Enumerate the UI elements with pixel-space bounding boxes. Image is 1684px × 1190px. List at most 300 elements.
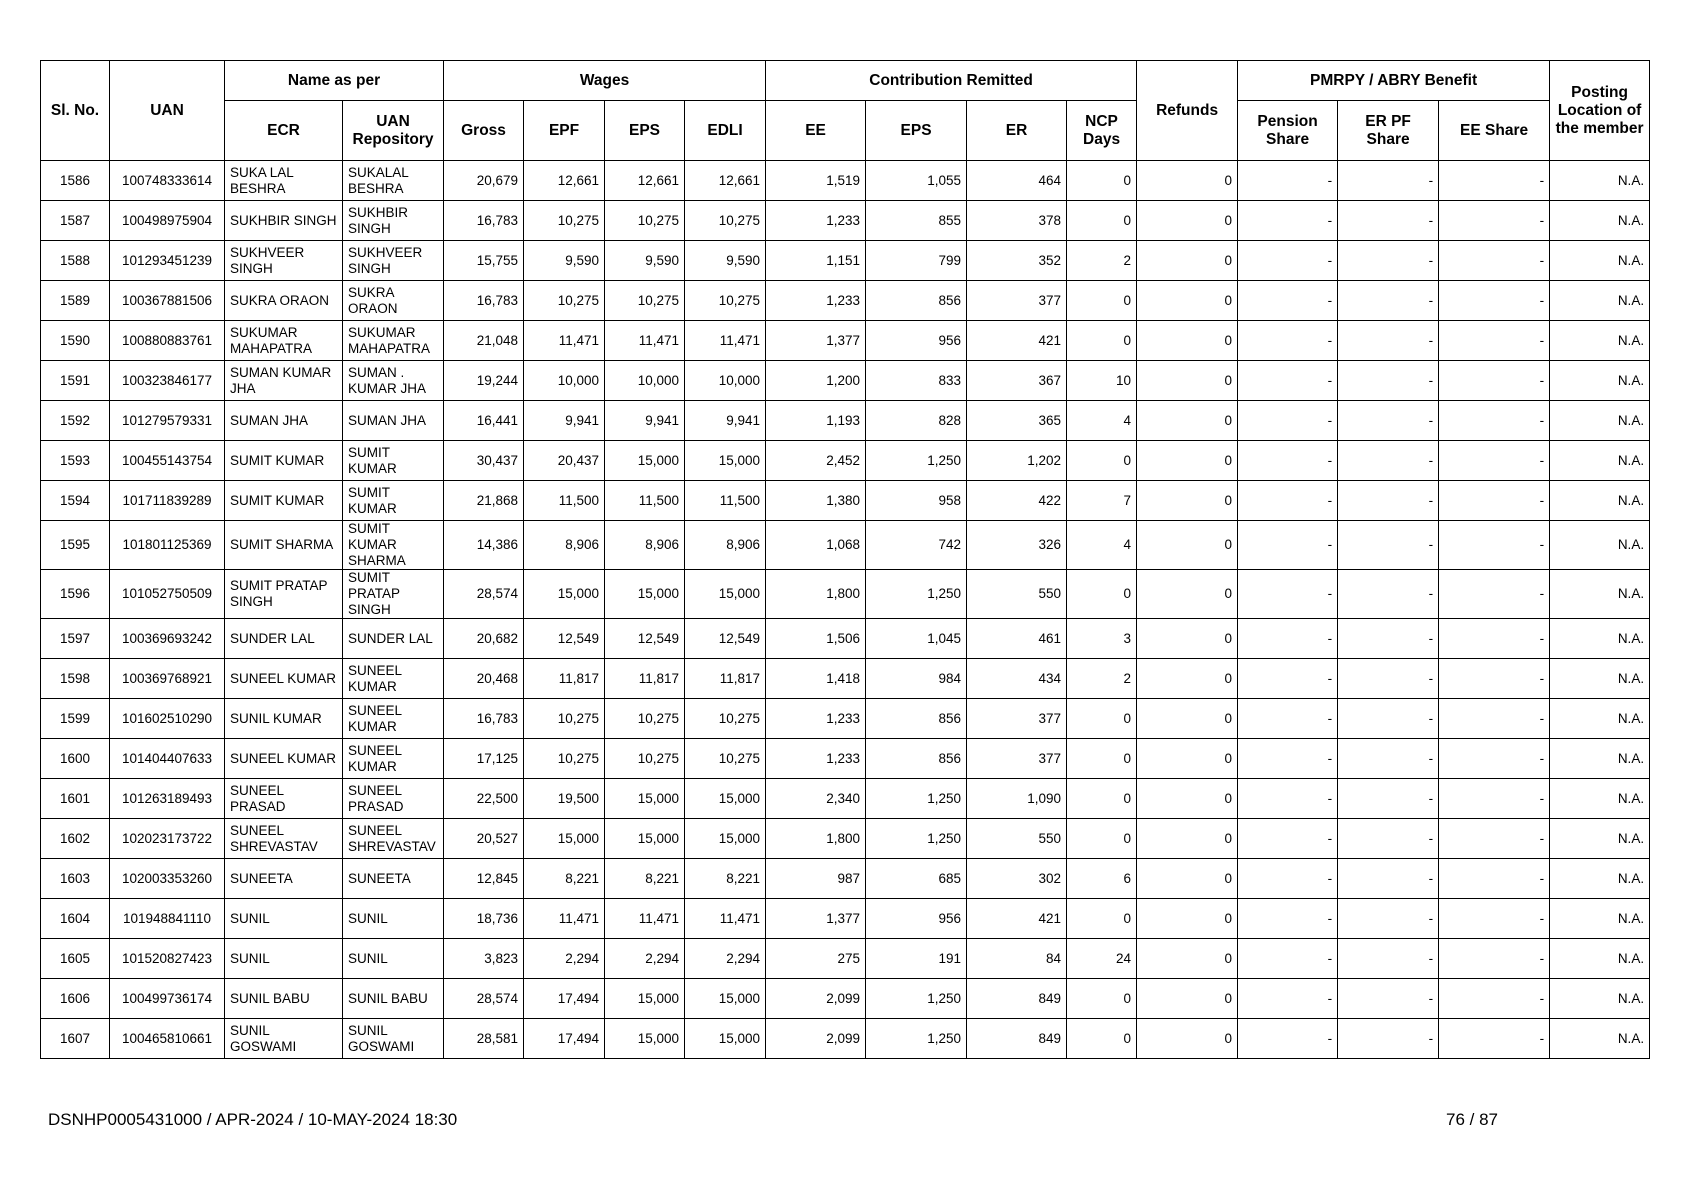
eps-wages-cell: 2,294 xyxy=(605,939,685,979)
posting-location-cell: N.A. xyxy=(1550,570,1650,619)
sl-no-cell: 1600 xyxy=(41,739,110,779)
ecr-name-cell: SUNEEL KUMAR xyxy=(225,659,343,699)
eps-wages-cell: 10,275 xyxy=(605,699,685,739)
ncp-days-cell: 0 xyxy=(1067,570,1137,619)
header-contribution-remitted: Contribution Remitted xyxy=(766,61,1137,101)
table-row xyxy=(41,161,1650,201)
sl-no-cell: 1590 xyxy=(41,321,110,361)
gross-wages-cell: 20,468 xyxy=(444,659,524,699)
edli-wages-cell: 15,000 xyxy=(685,779,766,819)
ee-contribution-cell: 1,200 xyxy=(766,361,866,401)
edli-wages-cell: 12,549 xyxy=(685,619,766,659)
uan-repository-name-cell: SUMAN . KUMAR JHA xyxy=(343,361,444,401)
er-pf-share-cell: - xyxy=(1338,659,1439,699)
uan-cell: 100499736174 xyxy=(110,979,225,1019)
ee-share-cell: - xyxy=(1439,779,1550,819)
ee-share-cell: - xyxy=(1439,939,1550,979)
pension-share-cell: - xyxy=(1238,1019,1338,1059)
eps-contribution-cell: 742 xyxy=(866,521,967,570)
epf-wages-cell: 2,294 xyxy=(524,939,605,979)
eps-wages-cell: 11,471 xyxy=(605,321,685,361)
epf-wages-cell: 15,000 xyxy=(524,819,605,859)
posting-location-cell: N.A. xyxy=(1550,659,1650,699)
ee-contribution-cell: 2,340 xyxy=(766,779,866,819)
document-reference: DSNHP0005431000 / APR-2024 / 10-MAY-2024 18:30 xyxy=(48,1110,458,1129)
er-contribution-cell: 434 xyxy=(967,659,1067,699)
uan-cell: 101404407633 xyxy=(110,739,225,779)
sl-no-cell: 1604 xyxy=(41,899,110,939)
eps-wages-cell: 15,000 xyxy=(605,441,685,481)
eps-contribution-cell: 856 xyxy=(866,281,967,321)
gross-wages-cell: 22,500 xyxy=(444,779,524,819)
refunds-cell: 0 xyxy=(1137,819,1238,859)
uan-repository-name-cell: SUNDER LAL xyxy=(343,619,444,659)
er-contribution-cell: 849 xyxy=(967,1019,1067,1059)
table-row xyxy=(41,819,1650,859)
eps-wages-cell: 12,661 xyxy=(605,161,685,201)
edli-wages-cell: 15,000 xyxy=(685,1019,766,1059)
uan-repository-name-cell: SUMIT PRATAP SINGH xyxy=(343,570,444,619)
pension-share-cell: - xyxy=(1238,619,1338,659)
edli-wages-cell: 8,221 xyxy=(685,859,766,899)
eps-contribution-cell: 956 xyxy=(866,321,967,361)
uan-cell: 101948841110 xyxy=(110,899,225,939)
epf-wages-cell: 11,500 xyxy=(524,481,605,521)
pension-share-cell: - xyxy=(1238,281,1338,321)
eps-wages-cell: 11,471 xyxy=(605,899,685,939)
ncp-days-cell: 0 xyxy=(1067,899,1137,939)
er-pf-share-cell: - xyxy=(1338,939,1439,979)
eps-contribution-cell: 958 xyxy=(866,481,967,521)
uan-repository-name-cell: SUNIL xyxy=(343,899,444,939)
sl-no-cell: 1606 xyxy=(41,979,110,1019)
epf-wages-cell: 17,494 xyxy=(524,979,605,1019)
pension-share-cell: - xyxy=(1238,899,1338,939)
posting-location-cell: N.A. xyxy=(1550,161,1650,201)
uan-repository-name-cell: SUMAN JHA xyxy=(343,401,444,441)
edli-wages-cell: 10,275 xyxy=(685,201,766,241)
gross-wages-cell: 20,682 xyxy=(444,619,524,659)
eps-wages-cell: 11,500 xyxy=(605,481,685,521)
table-row xyxy=(41,979,1650,1019)
gross-wages-cell: 21,048 xyxy=(444,321,524,361)
gross-wages-cell: 16,441 xyxy=(444,401,524,441)
refunds-cell: 0 xyxy=(1137,321,1238,361)
table-row xyxy=(41,619,1650,659)
refunds-cell: 0 xyxy=(1137,281,1238,321)
pension-share-cell: - xyxy=(1238,819,1338,859)
posting-location-cell: N.A. xyxy=(1550,619,1650,659)
posting-location-cell: N.A. xyxy=(1550,899,1650,939)
epf-wages-cell: 10,275 xyxy=(524,739,605,779)
edli-wages-cell: 10,275 xyxy=(685,739,766,779)
ecr-name-cell: SUKRA ORAON xyxy=(225,281,343,321)
er-pf-share-cell: - xyxy=(1338,321,1439,361)
ecr-name-cell: SUMIT KUMAR xyxy=(225,441,343,481)
epf-wages-cell: 9,941 xyxy=(524,401,605,441)
ee-contribution-cell: 1,068 xyxy=(766,521,866,570)
eps-wages-cell: 9,590 xyxy=(605,241,685,281)
table-row xyxy=(41,659,1650,699)
ee-share-cell: - xyxy=(1439,241,1550,281)
table-row xyxy=(41,241,1650,281)
ecr-name-cell: SUNEEL KUMAR xyxy=(225,739,343,779)
ee-contribution-cell: 1,380 xyxy=(766,481,866,521)
eps-wages-cell: 10,275 xyxy=(605,739,685,779)
epf-wages-cell: 20,437 xyxy=(524,441,605,481)
gross-wages-cell: 20,527 xyxy=(444,819,524,859)
uan-cell: 101279579331 xyxy=(110,401,225,441)
eps-contribution-cell: 1,045 xyxy=(866,619,967,659)
er-contribution-cell: 84 xyxy=(967,939,1067,979)
eps-wages-cell: 9,941 xyxy=(605,401,685,441)
pension-share-cell: - xyxy=(1238,521,1338,570)
refunds-cell: 0 xyxy=(1137,481,1238,521)
posting-location-cell: N.A. xyxy=(1550,201,1650,241)
er-pf-share-cell: - xyxy=(1338,699,1439,739)
table-body xyxy=(41,161,1650,1059)
gross-wages-cell: 14,386 xyxy=(444,521,524,570)
uan-cell: 100880883761 xyxy=(110,321,225,361)
sl-no-cell: 1594 xyxy=(41,481,110,521)
ee-share-cell: - xyxy=(1439,321,1550,361)
ee-share-cell: - xyxy=(1439,659,1550,699)
ee-contribution-cell: 1,233 xyxy=(766,699,866,739)
ncp-days-cell: 2 xyxy=(1067,659,1137,699)
er-contribution-cell: 421 xyxy=(967,899,1067,939)
refunds-cell: 0 xyxy=(1137,699,1238,739)
pension-share-cell: - xyxy=(1238,321,1338,361)
pension-share-cell: - xyxy=(1238,859,1338,899)
epf-wages-cell: 11,471 xyxy=(524,321,605,361)
uan-repository-name-cell: SUNIL xyxy=(343,939,444,979)
header-er-pf-share: ER PF Share xyxy=(1338,101,1439,161)
er-pf-share-cell: - xyxy=(1338,441,1439,481)
edli-wages-cell: 11,817 xyxy=(685,659,766,699)
pension-share-cell: - xyxy=(1238,979,1338,1019)
sl-no-cell: 1593 xyxy=(41,441,110,481)
eps-contribution-cell: 1,250 xyxy=(866,570,967,619)
table-row xyxy=(41,779,1650,819)
uan-cell: 100748333614 xyxy=(110,161,225,201)
eps-wages-cell: 15,000 xyxy=(605,819,685,859)
posting-location-cell: N.A. xyxy=(1550,361,1650,401)
gross-wages-cell: 30,437 xyxy=(444,441,524,481)
header-sl-no: Sl. No. xyxy=(41,61,110,161)
ee-share-cell: - xyxy=(1439,401,1550,441)
epf-wages-cell: 10,275 xyxy=(524,699,605,739)
ncp-days-cell: 0 xyxy=(1067,979,1137,1019)
er-pf-share-cell: - xyxy=(1338,401,1439,441)
uan-repository-name-cell: SUMIT KUMAR xyxy=(343,441,444,481)
sl-no-cell: 1598 xyxy=(41,659,110,699)
er-contribution-cell: 365 xyxy=(967,401,1067,441)
table-header xyxy=(41,61,1650,161)
ecr-name-cell: SUNEEL SHREVASTAV xyxy=(225,819,343,859)
pension-share-cell: - xyxy=(1238,939,1338,979)
header-gross: Gross xyxy=(444,101,524,161)
header-name-as-per: Name as per xyxy=(225,61,444,101)
header-pension-share: Pension Share xyxy=(1238,101,1338,161)
eps-contribution-cell: 984 xyxy=(866,659,967,699)
refunds-cell: 0 xyxy=(1137,979,1238,1019)
sl-no-cell: 1602 xyxy=(41,819,110,859)
edli-wages-cell: 10,275 xyxy=(685,281,766,321)
gross-wages-cell: 28,574 xyxy=(444,570,524,619)
refunds-cell: 0 xyxy=(1137,1019,1238,1059)
epf-wages-cell: 10,275 xyxy=(524,281,605,321)
header-eps: EPS xyxy=(605,101,685,161)
er-contribution-cell: 550 xyxy=(967,819,1067,859)
ecr-name-cell: SUNEEL PRASAD xyxy=(225,779,343,819)
epf-wages-cell: 8,906 xyxy=(524,521,605,570)
ncp-days-cell: 24 xyxy=(1067,939,1137,979)
header-refunds: Refunds xyxy=(1137,61,1238,161)
edli-wages-cell: 11,471 xyxy=(685,899,766,939)
refunds-cell: 0 xyxy=(1137,361,1238,401)
pension-share-cell: - xyxy=(1238,201,1338,241)
ee-contribution-cell: 1,506 xyxy=(766,619,866,659)
ecr-name-cell: SUNDER LAL xyxy=(225,619,343,659)
ee-share-cell: - xyxy=(1439,979,1550,1019)
ee-contribution-cell: 1,233 xyxy=(766,739,866,779)
edli-wages-cell: 9,590 xyxy=(685,241,766,281)
posting-location-cell: N.A. xyxy=(1550,739,1650,779)
header-ee-share: EE Share xyxy=(1439,101,1550,161)
ee-contribution-cell: 275 xyxy=(766,939,866,979)
ncp-days-cell: 0 xyxy=(1067,1019,1137,1059)
header-uan-repository: UAN Repository xyxy=(343,101,444,161)
er-pf-share-cell: - xyxy=(1338,619,1439,659)
er-pf-share-cell: - xyxy=(1338,739,1439,779)
sl-no-cell: 1605 xyxy=(41,939,110,979)
er-contribution-cell: 1,090 xyxy=(967,779,1067,819)
epf-wages-cell: 11,817 xyxy=(524,659,605,699)
edli-wages-cell: 15,000 xyxy=(685,819,766,859)
eps-contribution-cell: 856 xyxy=(866,739,967,779)
table-row xyxy=(41,521,1650,570)
epf-wages-cell: 17,494 xyxy=(524,1019,605,1059)
er-contribution-cell: 302 xyxy=(967,859,1067,899)
refunds-cell: 0 xyxy=(1137,570,1238,619)
er-pf-share-cell: - xyxy=(1338,521,1439,570)
posting-location-cell: N.A. xyxy=(1550,819,1650,859)
ncp-days-cell: 0 xyxy=(1067,739,1137,779)
sl-no-cell: 1589 xyxy=(41,281,110,321)
edli-wages-cell: 15,000 xyxy=(685,979,766,1019)
er-pf-share-cell: - xyxy=(1338,1019,1439,1059)
posting-location-cell: N.A. xyxy=(1550,241,1650,281)
gross-wages-cell: 16,783 xyxy=(444,201,524,241)
ee-contribution-cell: 1,233 xyxy=(766,281,866,321)
eps-contribution-cell: 1,250 xyxy=(866,1019,967,1059)
epf-wages-cell: 11,471 xyxy=(524,899,605,939)
epf-wages-cell: 12,661 xyxy=(524,161,605,201)
gross-wages-cell: 19,244 xyxy=(444,361,524,401)
uan-repository-name-cell: SUKHBIR SINGH xyxy=(343,201,444,241)
eps-wages-cell: 15,000 xyxy=(605,570,685,619)
edli-wages-cell: 15,000 xyxy=(685,441,766,481)
er-contribution-cell: 550 xyxy=(967,570,1067,619)
table-row xyxy=(41,201,1650,241)
gross-wages-cell: 17,125 xyxy=(444,739,524,779)
edli-wages-cell: 11,500 xyxy=(685,481,766,521)
uan-repository-name-cell: SUNEEL KUMAR xyxy=(343,739,444,779)
sl-no-cell: 1599 xyxy=(41,699,110,739)
ecr-name-cell: SUKHBIR SINGH xyxy=(225,201,343,241)
eps-wages-cell: 8,906 xyxy=(605,521,685,570)
header-er: ER xyxy=(967,101,1067,161)
posting-location-cell: N.A. xyxy=(1550,481,1650,521)
table-row xyxy=(41,401,1650,441)
uan-cell: 101801125369 xyxy=(110,521,225,570)
er-pf-share-cell: - xyxy=(1338,281,1439,321)
uan-repository-name-cell: SUKHVEER SINGH xyxy=(343,241,444,281)
er-pf-share-cell: - xyxy=(1338,241,1439,281)
pension-share-cell: - xyxy=(1238,659,1338,699)
er-contribution-cell: 849 xyxy=(967,979,1067,1019)
epf-wages-cell: 15,000 xyxy=(524,570,605,619)
er-contribution-cell: 464 xyxy=(967,161,1067,201)
refunds-cell: 0 xyxy=(1137,859,1238,899)
ecr-name-cell: SUKUMAR MAHAPATRA xyxy=(225,321,343,361)
pension-share-cell: - xyxy=(1238,779,1338,819)
table-row xyxy=(41,321,1650,361)
eps-contribution-cell: 1,250 xyxy=(866,979,967,1019)
posting-location-cell: N.A. xyxy=(1550,321,1650,361)
gross-wages-cell: 15,755 xyxy=(444,241,524,281)
contribution-table xyxy=(40,60,1650,1059)
ncp-days-cell: 2 xyxy=(1067,241,1137,281)
table-row xyxy=(41,481,1650,521)
header-ecr: ECR xyxy=(225,101,343,161)
ecr-name-cell: SUKA LAL BESHRA xyxy=(225,161,343,201)
er-contribution-cell: 378 xyxy=(967,201,1067,241)
er-contribution-cell: 421 xyxy=(967,321,1067,361)
ee-contribution-cell: 2,099 xyxy=(766,1019,866,1059)
header-contribution-eps: EPS xyxy=(866,101,967,161)
posting-location-cell: N.A. xyxy=(1550,521,1650,570)
gross-wages-cell: 20,679 xyxy=(444,161,524,201)
uan-repository-name-cell: SUMIT KUMAR xyxy=(343,481,444,521)
er-pf-share-cell: - xyxy=(1338,161,1439,201)
pension-share-cell: - xyxy=(1238,241,1338,281)
er-contribution-cell: 377 xyxy=(967,699,1067,739)
uan-cell: 101293451239 xyxy=(110,241,225,281)
uan-cell: 100323846177 xyxy=(110,361,225,401)
posting-location-cell: N.A. xyxy=(1550,281,1650,321)
gross-wages-cell: 16,783 xyxy=(444,699,524,739)
ncp-days-cell: 0 xyxy=(1067,201,1137,241)
uan-repository-name-cell: SUNEETA xyxy=(343,859,444,899)
ncp-days-cell: 0 xyxy=(1067,699,1137,739)
uan-cell: 100369768921 xyxy=(110,659,225,699)
ee-share-cell: - xyxy=(1439,1019,1550,1059)
posting-location-cell: N.A. xyxy=(1550,939,1650,979)
refunds-cell: 0 xyxy=(1137,659,1238,699)
pension-share-cell: - xyxy=(1238,699,1338,739)
table-row xyxy=(41,570,1650,619)
ecr-name-cell: SUMIT SHARMA xyxy=(225,521,343,570)
eps-wages-cell: 15,000 xyxy=(605,979,685,1019)
ee-share-cell: - xyxy=(1439,281,1550,321)
eps-wages-cell: 15,000 xyxy=(605,779,685,819)
sl-no-cell: 1588 xyxy=(41,241,110,281)
sl-no-cell: 1591 xyxy=(41,361,110,401)
header-pmrpy-abry: PMRPY / ABRY Benefit xyxy=(1238,61,1550,101)
er-pf-share-cell: - xyxy=(1338,481,1439,521)
pension-share-cell: - xyxy=(1238,361,1338,401)
edli-wages-cell: 12,661 xyxy=(685,161,766,201)
uan-repository-name-cell: SUMIT KUMAR SHARMA xyxy=(343,521,444,570)
posting-location-cell: N.A. xyxy=(1550,779,1650,819)
er-contribution-cell: 326 xyxy=(967,521,1067,570)
er-contribution-cell: 377 xyxy=(967,739,1067,779)
epf-wages-cell: 10,000 xyxy=(524,361,605,401)
ee-share-cell: - xyxy=(1439,739,1550,779)
uan-cell: 101602510290 xyxy=(110,699,225,739)
uan-cell: 102023173722 xyxy=(110,819,225,859)
posting-location-cell: N.A. xyxy=(1550,859,1650,899)
gross-wages-cell: 28,581 xyxy=(444,1019,524,1059)
uan-repository-name-cell: SUNEEL KUMAR xyxy=(343,659,444,699)
eps-contribution-cell: 1,055 xyxy=(866,161,967,201)
ncp-days-cell: 0 xyxy=(1067,819,1137,859)
edli-wages-cell: 2,294 xyxy=(685,939,766,979)
table-row xyxy=(41,739,1650,779)
posting-location-cell: N.A. xyxy=(1550,979,1650,1019)
ee-contribution-cell: 1,418 xyxy=(766,659,866,699)
ncp-days-cell: 6 xyxy=(1067,859,1137,899)
pension-share-cell: - xyxy=(1238,441,1338,481)
uan-cell: 101520827423 xyxy=(110,939,225,979)
refunds-cell: 0 xyxy=(1137,939,1238,979)
ee-share-cell: - xyxy=(1439,441,1550,481)
edli-wages-cell: 9,941 xyxy=(685,401,766,441)
ecr-name-cell: SUKHVEER SINGH xyxy=(225,241,343,281)
ee-contribution-cell: 1,800 xyxy=(766,819,866,859)
er-contribution-cell: 367 xyxy=(967,361,1067,401)
sl-no-cell: 1587 xyxy=(41,201,110,241)
ecr-name-cell: SUNIL KUMAR xyxy=(225,699,343,739)
er-pf-share-cell: - xyxy=(1338,979,1439,1019)
ee-contribution-cell: 1,519 xyxy=(766,161,866,201)
ee-contribution-cell: 1,800 xyxy=(766,570,866,619)
refunds-cell: 0 xyxy=(1137,521,1238,570)
ncp-days-cell: 7 xyxy=(1067,481,1137,521)
gross-wages-cell: 28,574 xyxy=(444,979,524,1019)
ee-contribution-cell: 1,377 xyxy=(766,899,866,939)
uan-repository-name-cell: SUKUMAR MAHAPATRA xyxy=(343,321,444,361)
table-row xyxy=(41,361,1650,401)
ncp-days-cell: 10 xyxy=(1067,361,1137,401)
ecr-name-cell: SUNIL xyxy=(225,899,343,939)
refunds-cell: 0 xyxy=(1137,899,1238,939)
ee-share-cell: - xyxy=(1439,481,1550,521)
posting-location-cell: N.A. xyxy=(1550,401,1650,441)
gross-wages-cell: 18,736 xyxy=(444,899,524,939)
ee-share-cell: - xyxy=(1439,521,1550,570)
ee-share-cell: - xyxy=(1439,161,1550,201)
uan-cell: 101263189493 xyxy=(110,779,225,819)
ncp-days-cell: 3 xyxy=(1067,619,1137,659)
ncp-days-cell: 0 xyxy=(1067,161,1137,201)
uan-cell: 100465810661 xyxy=(110,1019,225,1059)
uan-cell: 101711839289 xyxy=(110,481,225,521)
er-pf-share-cell: - xyxy=(1338,779,1439,819)
epf-wages-cell: 8,221 xyxy=(524,859,605,899)
uan-repository-name-cell: SUNEEL PRASAD xyxy=(343,779,444,819)
